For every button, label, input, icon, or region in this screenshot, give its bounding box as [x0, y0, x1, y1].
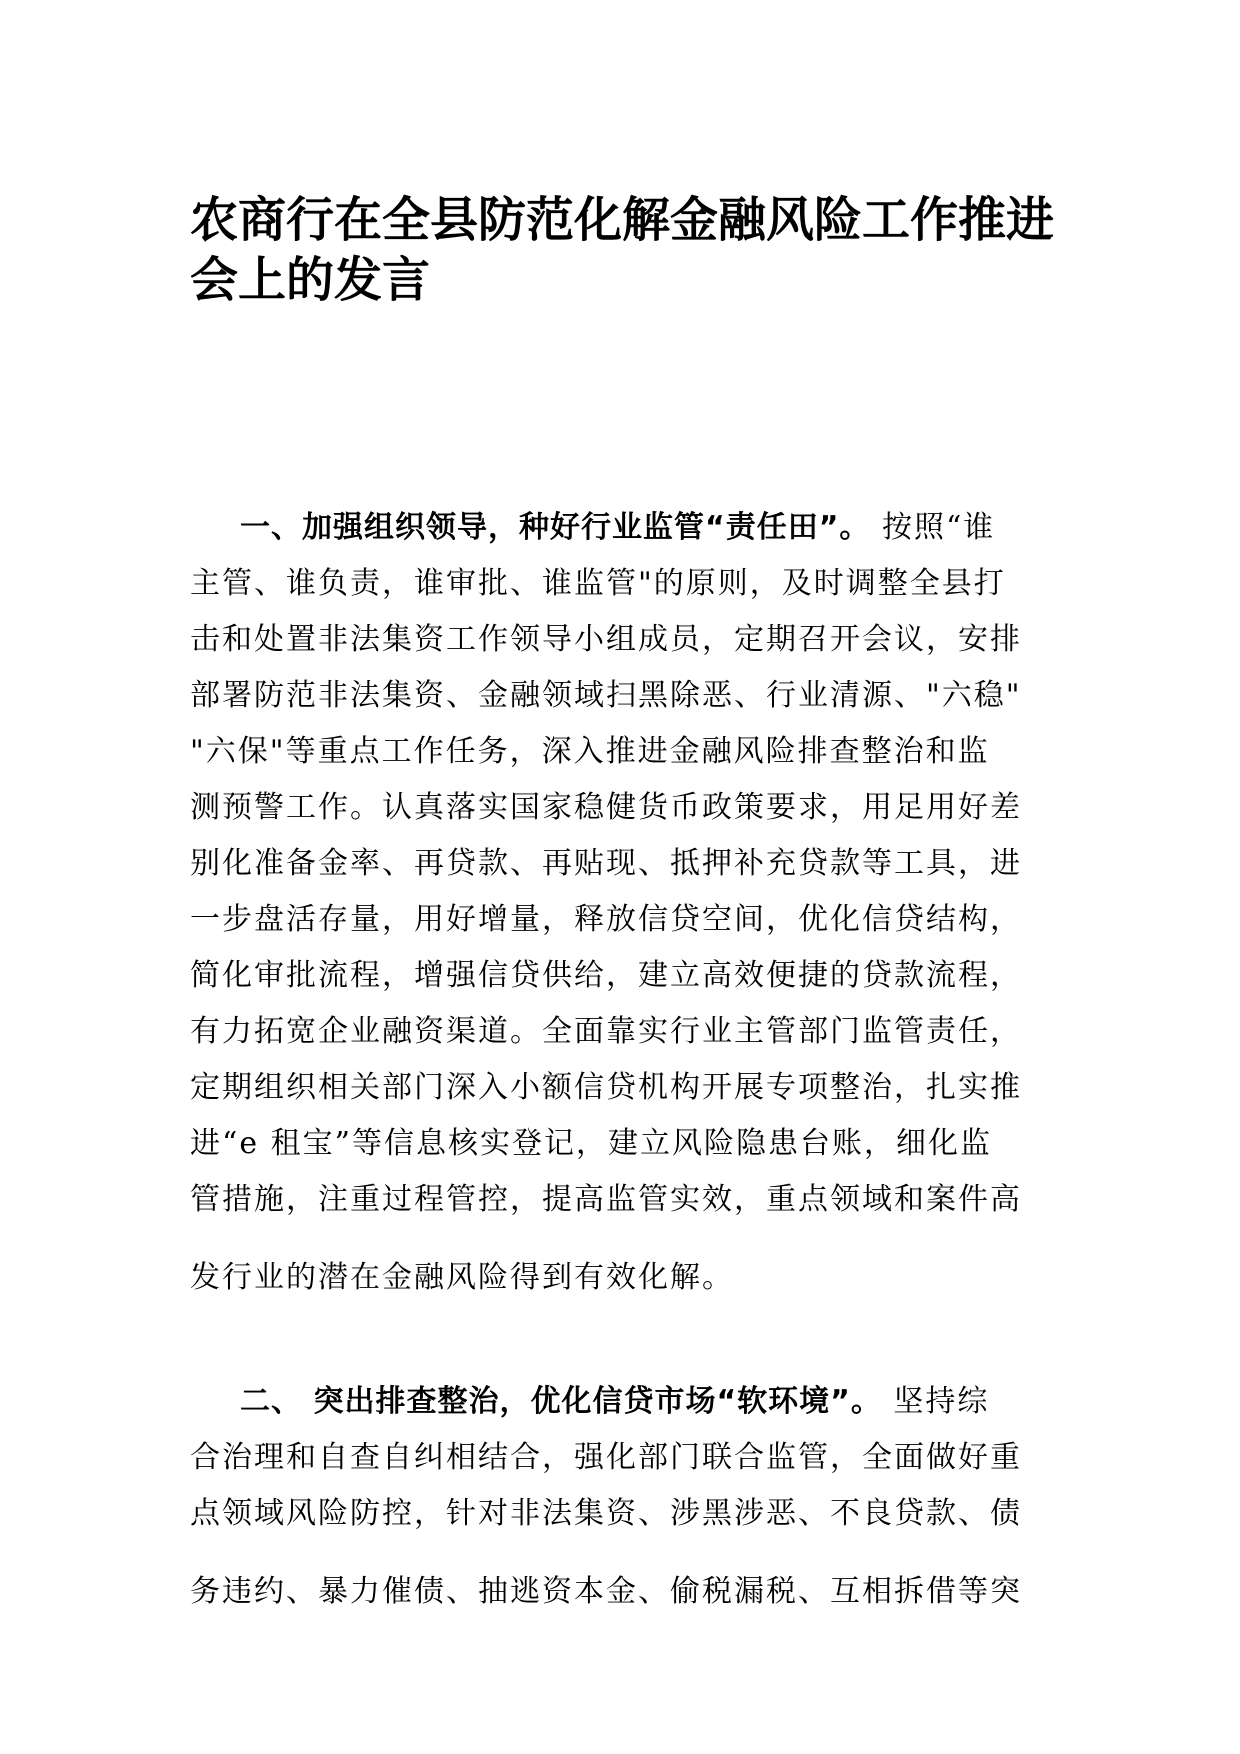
- section-2: [190, 1374, 1060, 1620]
- section-1-heading: 一、加强组织领导，种好行业监管“责任田”。: [240, 510, 871, 545]
- section-1-line: 管措施，注重过程管控，提高监管实效，重点领域和案件高: [190, 1182, 1022, 1217]
- section-1-line: 别化准备金率、再贷款、再贴现、抵押补充贷款等工具，进: [190, 846, 1022, 881]
- section-2-lead-text: 坚持综: [881, 1384, 990, 1419]
- section-1-line: 有力拓宽企业融资渠道。全面靠实行业主管部门监管责任，: [190, 1014, 1022, 1049]
- title-line-2: 会上的发言: [190, 252, 431, 308]
- section-1-line: 定期组织相关部门深入小额信贷机构开展专项整治，扎实推: [190, 1070, 1022, 1105]
- section-1: [190, 500, 1060, 1306]
- section-1-line: 简化审批流程，增强信贷供给，建立高效便捷的贷款流程，: [190, 958, 1022, 993]
- section-2-first-line: [190, 1374, 1060, 1430]
- section-1-line: 击和处置非法集资工作领导小组成员，定期召开会议，安排: [190, 622, 1022, 657]
- section-1-line: 主管、谁负责，谁审批、谁监管"的原则，及时调整全县打: [190, 566, 1006, 601]
- section-2-line: 务违约、暴力催债、抽逃资本金、偷税漏税、互相拆借等突: [190, 1574, 1022, 1609]
- section-1-line: 一步盘活存量，用好增量，释放信贷空间，优化信贷结构，: [190, 902, 1022, 937]
- section-1-line: 测预警工作。认真落实国家稳健货币政策要求，用足用好差: [190, 790, 1022, 825]
- section-1-line: 部署防范非法集资、金融领域扫黑除恶、行业清源、"六稳": [190, 678, 1022, 713]
- section-2-heading: 二、 突出排查整治，优化信贷市场“软环境”。: [240, 1384, 882, 1419]
- section-1-lead-text: 按照“谁: [870, 510, 996, 545]
- document-title: [190, 190, 1070, 310]
- title-line-1: 农商行在全县防范化解金融风险工作推进: [190, 192, 1055, 248]
- section-1-first-line: [190, 500, 1060, 556]
- section-1-line: "六保"等重点工作任务，深入推进金融风险排查整治和监: [190, 734, 990, 769]
- section-1-line: 发行业的潜在金融风险得到有效化解。: [190, 1260, 734, 1295]
- section-2-line: 点领域风险防控，针对非法集资、涉黑涉恶、不良贷款、债: [190, 1496, 1022, 1531]
- section-2-line: 合治理和自查自纠相结合，强化部门联合监管，全面做好重: [190, 1440, 1022, 1475]
- section-1-line: 进“e 租宝”等信息核实登记，建立风险隐患台账，细化监: [190, 1126, 992, 1161]
